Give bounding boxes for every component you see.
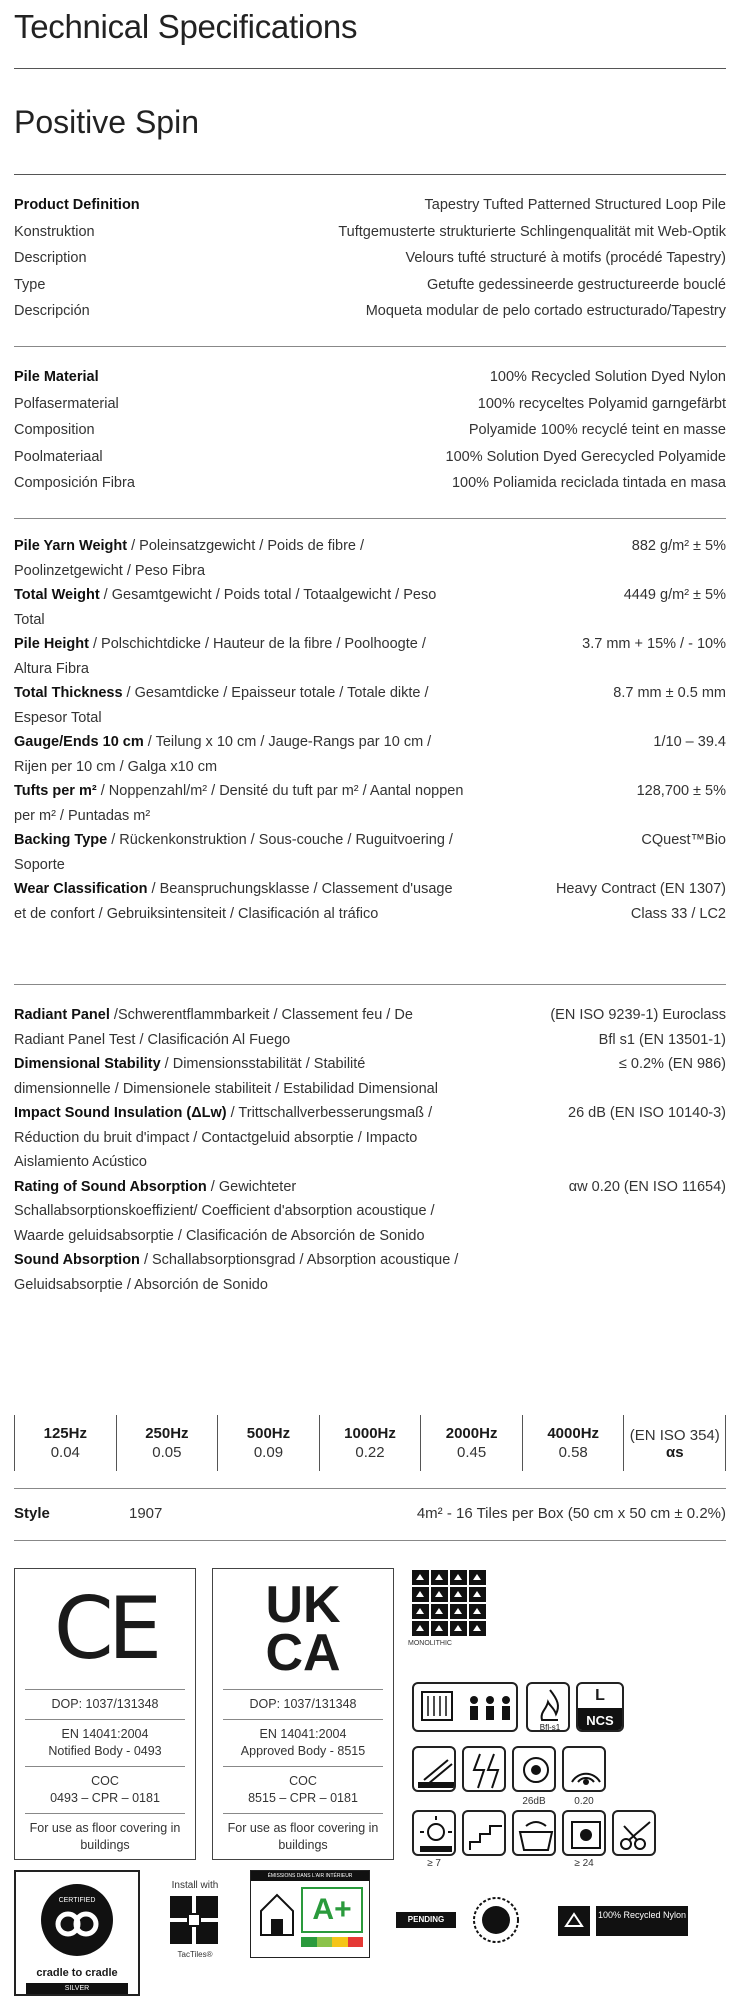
sound-absorption-icon: [562, 1746, 606, 1792]
svg-text:CERTIFIED: CERTIFIED: [58, 1897, 96, 1904]
colour-fastness-icon: [562, 1810, 606, 1856]
spec-row: Pile Height / Polschichtdicke / Hauteur de la fibre / Poolhoogte / Altura Fibra 3.7 mm + 15% / - 10%: [14, 636, 726, 677]
style-row: [14, 1505, 726, 1522]
ukca-standard: EN 14041:2004 Approved Body - 8515: [240, 1727, 366, 1758]
rating-scale: [301, 1937, 363, 1947]
frequency-cell: 2000Hz 0.45: [421, 1415, 523, 1471]
material-row: Polfasermaterial 100% recyceltes Polyamid garngefärbt: [14, 395, 726, 412]
spec-row: Impact Sound Insulation (ΔLw) / Trittschallverbesserungsmaß / Réduction du bruit d'impact / Contactgeluid absorptie / Impacto Aislamiento Acústico 26 dB (EN ISO 10140-3): [14, 1105, 726, 1170]
cradle-to-cradle-badge: CERTIFIED cradle to cradle SILVER: [14, 1870, 140, 1996]
style-packaging: 4m² - 16 Tiles per Box (50 cm x 50 cm ± 0.2%): [416, 1505, 726, 1522]
colour-fastness-label: ≥ 24: [574, 1858, 594, 1869]
spec-row: Gauge/Ends 10 cm / Teilung x 10 cm / Jauge-Rangs par 10 cm / Rijen per 10 cm / Galga x10 cm 1/10 – 39.4: [14, 734, 726, 775]
ce-certificate-box: [14, 1568, 196, 1860]
ce-standard: EN 14041:2004 Notified Body - 0493: [48, 1727, 162, 1758]
spec-row: Total Weight / Gesamtgewicht / Poids total / Totaalgewicht / Peso Total 4449 g/m² ± 5%: [14, 587, 726, 628]
frequency-cell: 4000Hz 0.58: [523, 1415, 625, 1471]
seal-icon: [472, 1896, 520, 1944]
spec-row: Radiant Panel /Schwerentflammbarkeit / Classement feu / De Radiant Panel Test / Clasificación Al Fuego (EN ISO 9239-1) Euroclass Bfl s1 (EN 13501-1): [14, 1007, 726, 1048]
divider: [14, 346, 726, 347]
wet-cleaning-icon: [512, 1810, 556, 1856]
tactiles-icon: [170, 1896, 218, 1944]
ukca-coc: COC 8515 – CPR – 0181: [248, 1774, 358, 1805]
divider: [14, 1540, 726, 1541]
spec-row: Wear Classification / Beanspruchungsklasse / Classement d'usage et de confort / Gebruiksintensiteit / Clasificación al tráfico Heavy Contract (EN 1307) Class 33 / LC2: [14, 881, 726, 922]
electrostatic-icon: [462, 1746, 506, 1792]
cutting-icon: [612, 1810, 656, 1856]
performance-section: [14, 1003, 726, 1297]
svg-text:Bfl-s1: Bfl-s1: [539, 1723, 561, 1732]
frequency-cell: 125Hz 0.04: [14, 1415, 117, 1471]
ce-dop: DOP: 1037/131348: [51, 1697, 159, 1711]
spec-row: Pile Yarn Weight / Poleinsatzgewicht / Poids de fibre / Poolinzetgewicht / Peso Fibra 882 g/m² ± 5%: [14, 538, 726, 579]
ce-logo: CE: [53, 1579, 157, 1679]
impact-sound-icon: [512, 1746, 556, 1792]
a-plus-rating: A+: [301, 1887, 363, 1933]
sound-absorption-label: 0.20: [574, 1796, 594, 1807]
style-code: 1907: [129, 1505, 163, 1522]
page-title: Technical Specifications: [14, 8, 358, 45]
divider: [14, 68, 726, 69]
office-chair-icon: [412, 1682, 518, 1732]
definition-row: Description Velours tufté structuré à motifs (procédé Tapestry): [14, 250, 726, 267]
product-name: Positive Spin: [14, 104, 199, 140]
spec-row: Sound Absorption / Schallabsorptionsgrad / Absorption acoustique / Geluidsabsorptie / Absorción de Sonido: [14, 1252, 459, 1293]
frequency-cell: 500Hz 0.09: [218, 1415, 320, 1471]
spec-row: Rating of Sound Absorption / Gewichteter Schallabsorptionskoeffizient/ Coefficient d'absorption acoustique / Waarde geluidsabsorptie / Clasificación de Absorción de Sonido αw 0.20 (EN ISO 11654): [14, 1178, 726, 1244]
material-row: Composition Polyamide 100% recyclé teint en masse: [14, 422, 726, 439]
material-section: [14, 364, 726, 497]
definition-row: Type Getufte gedessineerde gestructureerde bouclé: [14, 276, 726, 293]
ukca-logo: UK CA: [265, 1576, 341, 1682]
stairs-icon: [462, 1810, 506, 1856]
cradle-to-cradle-icon: [16, 1872, 138, 1962]
frequency-standard-cell: (EN ISO 354) αs: [624, 1415, 726, 1471]
material-row: Pile Material 100% Recycled Solution Dyed Nylon: [14, 369, 726, 386]
lightfastness-label: ≥ 7: [427, 1858, 441, 1869]
monolithic-label: MONOLITHIC: [408, 1640, 452, 1647]
ce-use: For use as floor covering in buildings: [29, 1821, 181, 1852]
definition-row: Konstruktion Tuftgemusterte strukturierte Schlingenqualität mit Web-Optik: [14, 223, 726, 240]
divider: [14, 518, 726, 519]
install-label: Install with: [171, 1880, 219, 1891]
material-row: Poolmateriaal 100% Solution Dyed Gerecycled Polyamide: [14, 448, 726, 465]
recycled-nylon-badge: 100% Recycled Nylon: [596, 1906, 688, 1936]
divider: [14, 174, 726, 175]
ncs-icon: L NCS: [576, 1682, 624, 1732]
physical-specs-section: [14, 534, 726, 926]
castor-chair-icon: [412, 1746, 456, 1792]
ukca-certificate-box: [212, 1568, 394, 1860]
indoor-emission-badge: ÉMISSIONS DANS L'AIR INTÉRIEUR A+: [250, 1870, 370, 1958]
monolithic-icon: [412, 1570, 486, 1636]
tactiles-label: TacTiles®: [177, 1950, 213, 1959]
definition-section: [14, 192, 726, 325]
spec-row: Backing Type / Rückenkonstruktion / Sous-couche / Ruguitvoering / Soporte CQuest™Bio: [14, 832, 726, 873]
spec-row: Dimensional Stability / Dimensionsstabilität / Stabilité dimensionnelle / Dimensionele stabiliteit / Estabilidad Dimensional ≤ 0.2% (EN 986): [14, 1056, 726, 1097]
spec-row: Tufts per m² / Noppenzahl/m² / Densité du tuft par m² / Aantal noppen per m² / Puntadas m² 128,700 ± 5%: [14, 783, 726, 824]
fire-icon: [526, 1682, 570, 1732]
material-row: Composición Fibra 100% Poliamida reciclada tintada en masa: [14, 475, 726, 492]
impact-sound-label: 26dB: [522, 1796, 546, 1807]
definition-row: Product Definition Tapestry Tufted Patterned Structured Loop Pile: [14, 197, 726, 214]
lightfastness-icon: [412, 1810, 456, 1856]
divider: [14, 984, 726, 985]
pending-badge: PENDING: [396, 1912, 456, 1928]
recycle-icon: [558, 1906, 590, 1936]
divider: [14, 1488, 726, 1489]
style-label: Style: [14, 1505, 50, 1522]
sound-absorption-table: [14, 1415, 726, 1471]
ukca-dop: DOP: 1037/131348: [249, 1697, 357, 1711]
frequency-cell: 1000Hz 0.22: [320, 1415, 422, 1471]
ce-coc: COC 0493 – CPR – 0181: [50, 1774, 160, 1805]
definition-row: Descripción Moqueta modular de pelo cortado estructurado/Tapestry: [14, 303, 726, 320]
ukca-use: For use as floor covering in buildings: [227, 1821, 379, 1852]
spec-row: Total Thickness / Gesamtdicke / Epaisseur totale / Totale dikte / Espesor Total 8.7 mm ± 0.5 mm: [14, 685, 726, 726]
frequency-cell: 250Hz 0.05: [117, 1415, 219, 1471]
